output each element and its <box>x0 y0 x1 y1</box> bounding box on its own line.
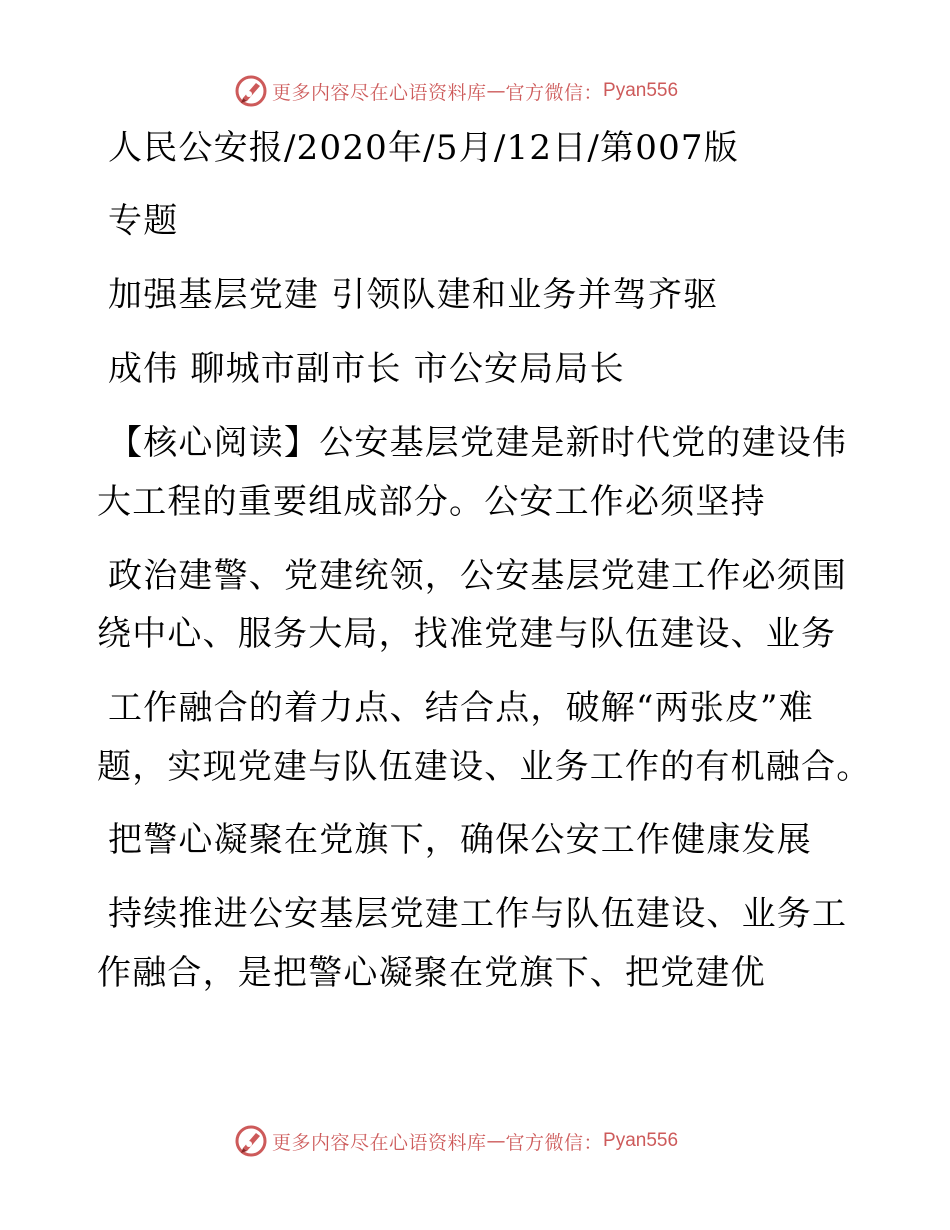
pen-logo-icon <box>234 1124 268 1158</box>
pen-logo-icon <box>234 74 268 108</box>
paragraph-line: 工作融合的着力点、结合点，破解“两张皮”难 <box>108 688 814 728</box>
paragraph-line: 题，实现党建与队伍建设、业务工作的有机融合。 <box>97 747 872 787</box>
paragraph-line: 绕中心、服务大局，找准党建与队伍建设、业务 <box>97 614 837 654</box>
watermark-official-label: 官方微信： <box>505 1131 604 1154</box>
paragraph-line: 【核心阅读】公安基层党建是新时代党的建设伟 <box>108 423 848 463</box>
watermark-handle: Pyan556 <box>603 80 679 101</box>
watermark-separator: — <box>486 1130 506 1152</box>
watermark-handle: Pyan556 <box>603 1130 679 1151</box>
section-label: 专题 <box>108 201 179 241</box>
paragraph-line: 持续推进公安基层党建工作与队伍建设、业务工 <box>108 894 848 934</box>
author-line: 成伟 聊城市副市长 市公安局局长 <box>108 349 625 389</box>
watermark-separator: — <box>486 80 506 102</box>
paragraph-line: 政治建警、党建统领，公安基层党建工作必须围 <box>108 556 848 596</box>
source-line: 人民公安报/2020年/5月/12日/第007版 <box>108 128 739 168</box>
watermark-text: 更多内容尽在心语资料库 <box>272 81 487 104</box>
paragraph-line: 作融合，是把警心凝聚在党旗下、把党建优 <box>97 953 766 993</box>
headline: 加强基层党建 引领队建和业务并驾齐驱 <box>108 275 719 315</box>
subheading: 把警心凝聚在党旗下，确保公安工作健康发展 <box>108 820 812 860</box>
watermark-official-label: 官方微信： <box>505 81 604 104</box>
paragraph-line: 大工程的重要组成部分。公安工作必须坚持 <box>97 482 766 522</box>
footer-watermark <box>234 1123 678 1159</box>
header-watermark <box>234 73 678 109</box>
watermark-text: 更多内容尽在心语资料库 <box>272 1131 487 1154</box>
